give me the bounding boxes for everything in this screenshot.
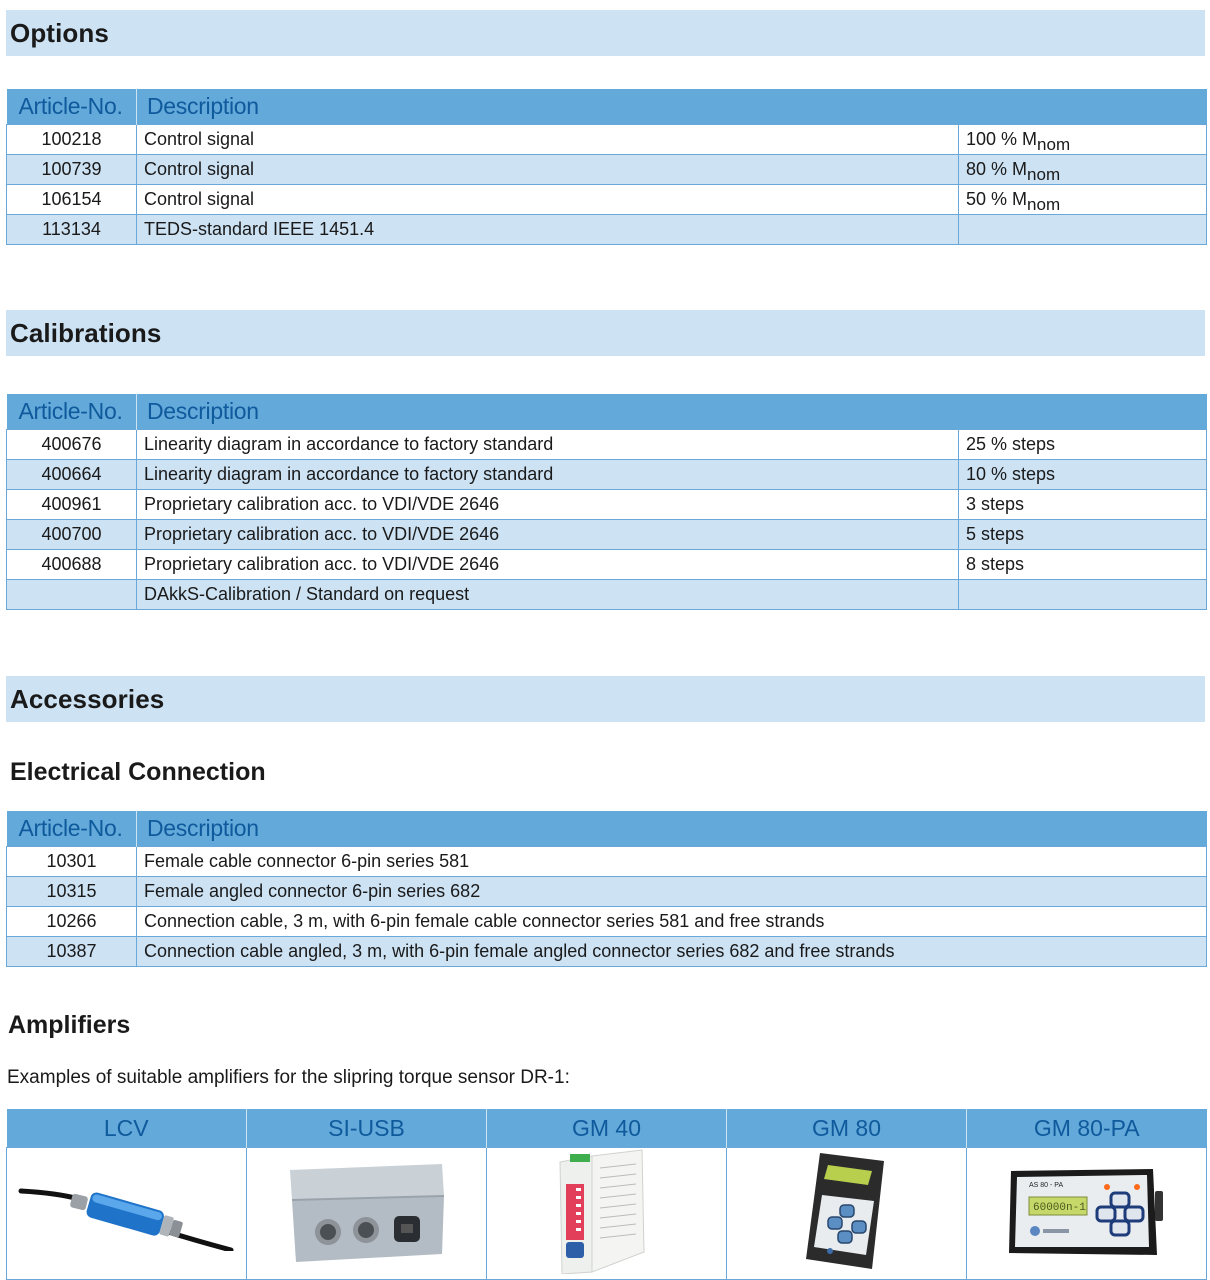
- amplifiers-header-row: [7, 1109, 1207, 1148]
- article-number: 100218: [7, 124, 137, 154]
- table-row: [7, 579, 1207, 609]
- value: [959, 579, 1207, 609]
- table-row: [7, 936, 1207, 966]
- options-table-header: [7, 89, 1207, 124]
- amplifiers-table: [6, 1109, 1207, 1280]
- description: Female cable connector 6-pin series 581: [137, 846, 1207, 876]
- product-cell-gm80-pa: [967, 1148, 1207, 1280]
- column-header-description: Description: [137, 811, 1207, 846]
- table-row: [7, 184, 1207, 214]
- value: 50 % $M_{nom}$: [959, 184, 1207, 214]
- description: Control signal: [137, 184, 959, 214]
- description: Connection cable angled, 3 m, with 6-pin female angled connector series 682 and free strands: [137, 936, 1207, 966]
- value: 3 steps: [959, 489, 1207, 519]
- calibrations-section-bar: [6, 310, 1205, 356]
- column-header-article-no: Article-No.: [7, 89, 137, 124]
- value: 25 % steps: [959, 429, 1207, 459]
- column-header-article-no: Article-No.: [7, 394, 137, 429]
- table-row: [7, 489, 1207, 519]
- product-name-si-usb: SI-USB: [247, 1109, 487, 1148]
- product-name-gm40: GM 40: [487, 1109, 727, 1148]
- din-rail-module-image: [552, 1148, 662, 1274]
- calibrations-table-header: [7, 394, 1207, 429]
- value: 80 % $M_{nom}$: [959, 154, 1207, 184]
- value: 8 steps: [959, 549, 1207, 579]
- value: 5 steps: [959, 519, 1207, 549]
- article-number: 10387: [7, 936, 137, 966]
- accessories-title: Accessories: [10, 684, 165, 714]
- column-header-article-no: Article-No.: [7, 811, 137, 846]
- amplifiers-image-row: [7, 1148, 1207, 1280]
- description: Proprietary calibration acc. to VDI/VDE 2646: [137, 549, 959, 579]
- electrical-connection-table-header: [7, 811, 1207, 846]
- column-header-description: Description: [137, 89, 959, 124]
- article-number: [7, 579, 137, 609]
- description: Linearity diagram in accordance to factory standard: [137, 429, 959, 459]
- table-row: [7, 876, 1207, 906]
- options-title: Options: [10, 18, 109, 48]
- handheld-display-image: [802, 1151, 892, 1271]
- article-number: 400961: [7, 489, 137, 519]
- options-section-bar: [6, 10, 1205, 56]
- options-table: [6, 89, 1207, 245]
- description: DAkkS-Calibration / Standard on request: [137, 579, 959, 609]
- column-header-value: [959, 89, 1207, 124]
- description: Control signal: [137, 124, 959, 154]
- column-header-description: Description: [137, 394, 959, 429]
- article-number: 400676: [7, 429, 137, 459]
- article-number: 113134: [7, 214, 137, 244]
- value: 100 % $M_{nom}$: [959, 124, 1207, 154]
- product-cell-gm80: [727, 1148, 967, 1280]
- product-cell-gm40: [487, 1148, 727, 1280]
- article-number: 106154: [7, 184, 137, 214]
- amplifiers-heading: Amplifiers: [8, 1011, 131, 1039]
- grey-junction-box-image: [282, 1156, 452, 1266]
- product-name-gm80-pa: GM 80-PA: [967, 1109, 1207, 1148]
- svg-text:AS 80 - PA: AS 80 - PA: [1028, 1182, 1063, 1189]
- table-row: [7, 519, 1207, 549]
- product-cell-lcv: [7, 1148, 247, 1280]
- article-number: 10315: [7, 876, 137, 906]
- table-row: [7, 154, 1207, 184]
- svg-text:60000n-1: 60000n-1: [1032, 1202, 1086, 1214]
- product-name-gm80: GM 80: [727, 1109, 967, 1148]
- value: 10 % steps: [959, 459, 1207, 489]
- table-row: [7, 429, 1207, 459]
- panel-display-image: [1007, 1163, 1167, 1259]
- description: Linearity diagram in accordance to factory standard: [137, 459, 959, 489]
- table-row: [7, 906, 1207, 936]
- description: Proprietary calibration acc. to VDI/VDE 2646: [137, 489, 959, 519]
- article-number: 400664: [7, 459, 137, 489]
- electrical-connection-heading: Electrical Connection: [10, 758, 266, 786]
- electrical-connection-table: [6, 811, 1207, 967]
- description: Female angled connector 6-pin series 682: [137, 876, 1207, 906]
- description: TEDS-standard IEEE 1451.4: [137, 214, 959, 244]
- calibrations-title: Calibrations: [10, 318, 162, 348]
- article-number: 400688: [7, 549, 137, 579]
- description: Proprietary calibration acc. to VDI/VDE 2646: [137, 519, 959, 549]
- table-row: [7, 459, 1207, 489]
- accessories-section-bar: [6, 676, 1205, 722]
- product-name-lcv: LCV: [7, 1109, 247, 1148]
- column-header-value: [959, 394, 1207, 429]
- table-row: [7, 846, 1207, 876]
- inline-amplifier-cable-image: [17, 1171, 237, 1251]
- table-row: [7, 549, 1207, 579]
- table-row: [7, 214, 1207, 244]
- article-number: 100739: [7, 154, 137, 184]
- article-number: 10301: [7, 846, 137, 876]
- description: Connection cable, 3 m, with 6-pin female cable connector series 581 and free strands: [137, 906, 1207, 936]
- value: [959, 214, 1207, 244]
- table-row: [7, 124, 1207, 154]
- article-number: 400700: [7, 519, 137, 549]
- description: Control signal: [137, 154, 959, 184]
- article-number: 10266: [7, 906, 137, 936]
- product-cell-si-usb: [247, 1148, 487, 1280]
- calibrations-table: [6, 394, 1207, 610]
- amplifiers-intro: Examples of suitable amplifiers for the slipring torque sensor DR-1:: [7, 1067, 570, 1088]
